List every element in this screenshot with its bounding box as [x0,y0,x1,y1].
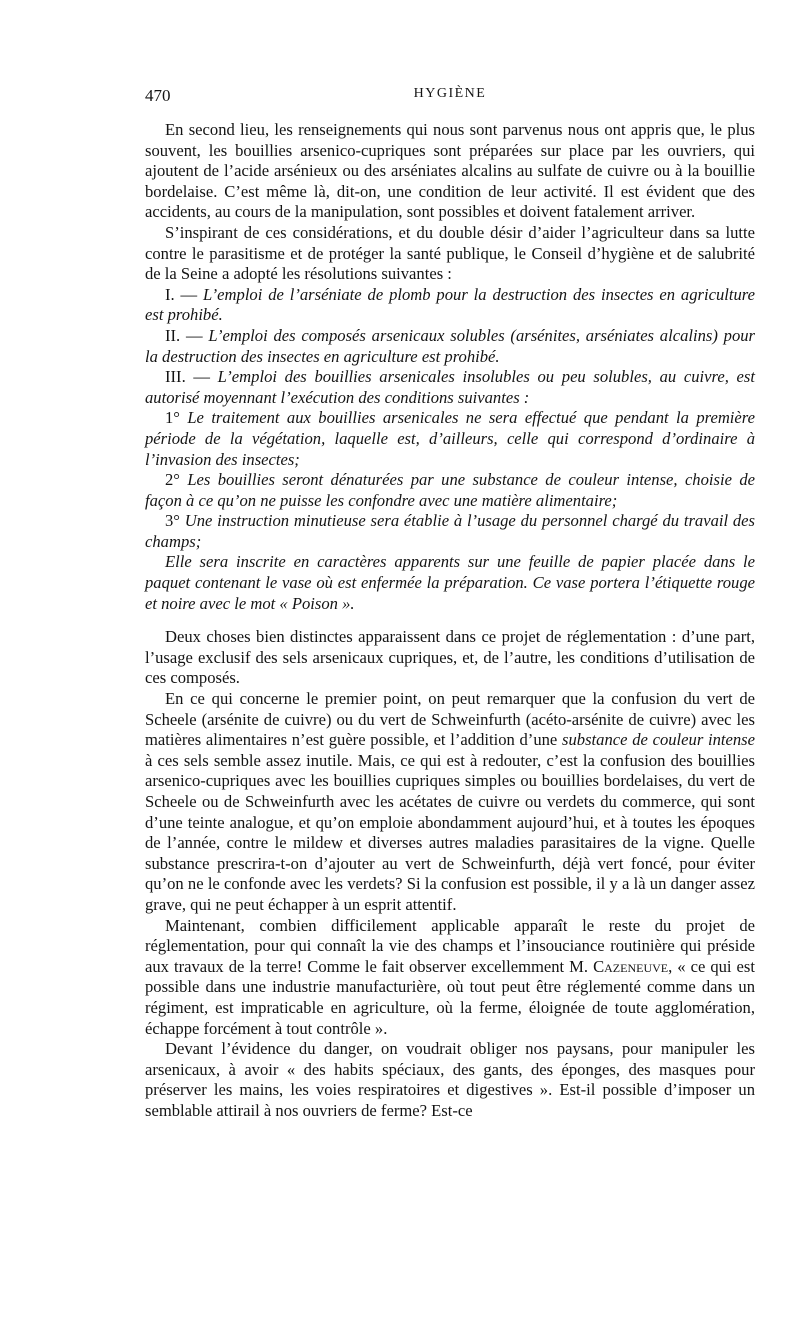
resolution-text: L’emploi des bouillies arsenicales insolubles ou peu solubles, au cuivre, est autorisé moyennant l’exécution des conditions suivantes : [145,367,755,407]
resolution-text: L’emploi des composés arsenicaux solubles (arsénites, arséniates alcalins) pour la destruction des insectes en agriculture est prohibé. [145,325,756,366]
condition-number: 1° [165,408,188,428]
resolution-item [145,285,755,326]
resolution-number: III. — [165,367,218,387]
text-run: , « ce qui est possible dans une industrie manufacturière, où tout peut être réglementé comme dans un régiment, est impraticable en agriculture, où la ferme, éloignée de toute agglomération, échappe forcément à tout contrôle ». [145,956,755,1038]
page-header [145,86,755,110]
resolution-text: L’emploi de l’arséniate de plomb pour la destruction des insectes en agriculture est prohibé. [145,284,755,325]
text-run: Maintenant, combien difficilement applicable apparaît le reste du projet de réglementation, pour qui connaît la vie des champs et l’insouciance routinière qui préside aux travaux de la terre! Comme le fait observer excellemment M. [145,915,755,976]
condition-item [145,511,755,552]
resolution-item [145,367,755,408]
paragraph: En second lieu, les renseignements qui nous sont parvenus nous ont appris que, le plus souvent, les bouillies arsenico-cupriques sont préparées sur place par les ouvriers, qui ajoutent de l’acide arsénieux ou des arséniates alcalins au sulfate de cuivre ou à la bouillie bordelaise. C’est même là, dit-on, une condition de leur activité. Il est évident que des accidents, au cours de la manipulation, sont possibles et doivent fatalement arriver. [145,120,755,222]
paragraph [145,916,755,1040]
text-run: En ce qui concerne le premier point, on peut remarquer que la confusion du vert de Scheele (arsénite de cuivre) ou du vert de Schweinfurth (acéto-arsénite de cuivre) avec les matières alimentaires n’est guère possible, et l’addition d’une [145,689,755,750]
condition-item [145,552,755,614]
condition-text: Elle sera inscrite en caractères apparents sur une feuille de papier placée dans le paquet contenant le vase où est enfermée la préparation. Ce vase portera l’étiquette rouge et noire avec le mot « Poison ». [145,552,755,613]
resolution-item [145,326,755,367]
condition-text: Le traitement aux bouillies arsenicales ne sera effectué que pendant la première période de la végétation, laquelle est, d’ailleurs, celle qui correspond d’ordinaire à l’invasion des insectes; [145,408,755,469]
resolution-number: I. — [165,284,204,304]
condition-number: 3° [165,511,185,531]
condition-item [145,470,755,511]
paragraph: S’inspirant de ces considérations, et du double désir d’aider l’agriculteur dans sa lutte contre le parasitisme et de protéger la santé publique, le Conseil d’hygiène et de salubrité de la Seine a adopté les résolutions suivantes : [145,222,755,284]
paragraph: Devant l’évidence du danger, on voudrait obliger nos paysans, pour manipuler les arsenicaux, à avoir « des habits spéciaux, des gants, des éponges, des masques pour préserver les mains, les voies respiratoires et digestives ». Est-il possible d’imposer un semblable attirail à nos ouvriers de ferme? Est-ce [145,1039,755,1120]
running-title: HYGIÈNE [413,86,487,101]
condition-text: Les bouillies seront dénaturées par une substance de couleur intense, choisie de façon à ce qu’on ne puisse les confondre avec une matière alimentaire; [145,470,755,510]
resolution-number: II. — [165,325,209,345]
resolutions-list [145,285,755,615]
condition-item [145,408,755,470]
emphasis: substance de couleur intense [562,730,756,750]
text-run: à ces sels semble assez inutile. Mais, ce qui est à redouter, c’est la confusion des bouillies arsenico-cupriques avec les bouillies cupriques simples ou bouillies bordelaises, du vert de Scheele ou de Schweinfurth avec les acétates de cuivre ou verdets du commerce, qui sont d’une teinte analogue, et qu’on emploie abondamment aujourd’hui, et à toutes les époques de l’année, contre le mildew et diverses autres maladies parasitaires de la vigne. Quelle substance prescrira-t-on d’ajouter au vert de Schweinfurth, déjà vert foncé, pour éviter qu’on ne le confonde avec les verdets? Si la confusion est possible, il y a là un danger assez grave, qui ne peut échapper à un esprit attentif. [145,750,755,914]
page-number: 470 [145,86,171,105]
condition-text: Une instruction minutieuse sera établie à l’usage du personnel chargé du travail des champs; [145,511,755,551]
author-name: Cazeneuve [593,956,669,976]
paragraph: Deux choses bien distinctes apparaissent dans ce projet de réglementation : d’une part, l’usage exclusif des sels arsenicaux cupriques, et, de l’autre, les conditions d’utilisation de ces composés. [145,627,755,688]
section-gap [145,614,755,627]
condition-number: 2° [165,470,188,490]
paragraph [145,689,755,916]
body-text [145,120,755,1122]
